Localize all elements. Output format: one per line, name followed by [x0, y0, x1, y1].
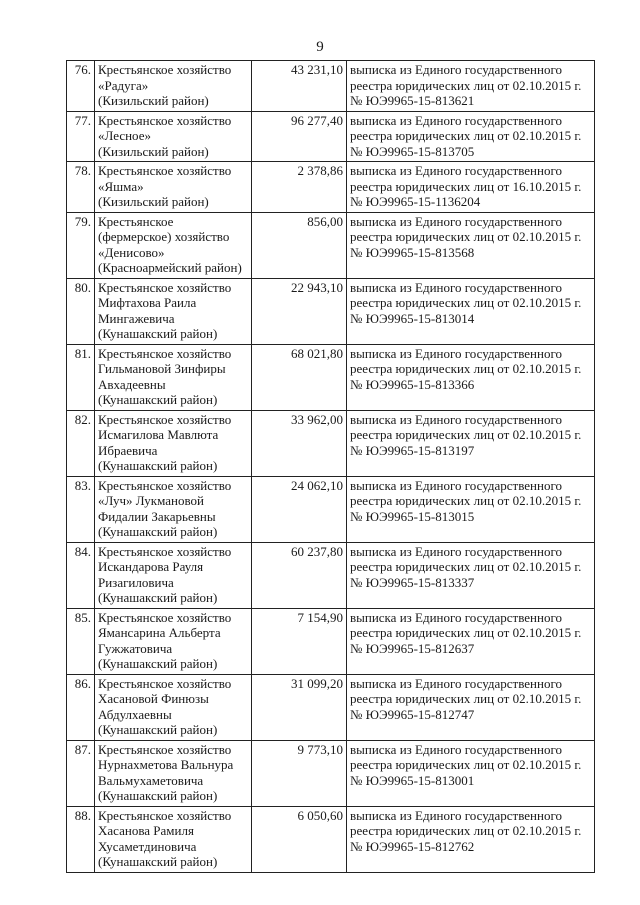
document-reference-cell [347, 674, 595, 740]
table-row [67, 111, 595, 162]
farm-name-line: Крестьянское хозяйство [98, 807, 232, 823]
farm-name-line: Крестьянское хозяйство [98, 163, 232, 178]
document-reference-cell [347, 476, 595, 542]
farm-name-line: Гильмановой Зинфиры [98, 361, 226, 376]
table-row [67, 344, 595, 410]
amount-cell: 43 231,10 [252, 61, 347, 112]
farm-name-line: Хусаметдиновича [98, 838, 197, 854]
document-reference-line: реестра юридических лиц от 02.10.2015 г. [350, 77, 582, 93]
amount-cell: 96 277,40 [252, 111, 347, 162]
document-reference-line: выписка из Единого государственного [350, 279, 562, 295]
registry-table-body [67, 61, 595, 873]
farm-name-cell [95, 344, 252, 410]
document-reference-line: выписка из Единого государственного [350, 741, 562, 757]
farm-name-line: Крестьянское хозяйство [98, 741, 232, 757]
farm-name-line: (фермерское) хозяйство [98, 229, 230, 244]
document-reference-line: выписка из Единого государственного [350, 112, 562, 128]
table-row [67, 740, 595, 806]
document-reference-cell [347, 740, 595, 806]
farm-name-line: Крестьянское хозяйство [98, 345, 232, 361]
document-reference-line: № ЮЭ9965-15-1136204 [350, 194, 481, 209]
document-reference-cell [347, 212, 595, 278]
farm-name-cell [95, 608, 252, 674]
farm-name-cell [95, 740, 252, 806]
farm-name-line: Вальмухаметовича [98, 772, 204, 788]
document-reference-line: выписка из Единого государственного [350, 675, 562, 691]
farm-name-line: Крестьянское [98, 213, 174, 229]
document-reference-line: реестра юридических лиц от 16.10.2015 г. [350, 178, 582, 194]
document-reference-line: № ЮЭ9965-15-813568 [350, 244, 475, 260]
farm-name-line: (Кунашакский район) [98, 722, 218, 737]
farm-name-line: (Кунашакский район) [98, 788, 218, 803]
farm-name-line: Крестьянское хозяйство [98, 279, 232, 295]
amount-cell: 24 062,10 [252, 476, 347, 542]
farm-name-line: Ибраевича [98, 442, 158, 458]
document-reference-cell [347, 344, 595, 410]
row-number: 86. [67, 674, 95, 740]
farm-name-line: Крестьянское хозяйство [98, 675, 232, 691]
farm-name-cell [95, 806, 252, 872]
farm-name-cell [95, 476, 252, 542]
document-reference-line: выписка из Единого государственного [350, 411, 562, 427]
farm-name-line: Нурнахметова Вальнура [98, 757, 234, 772]
farm-name-cell [95, 542, 252, 608]
farm-name-line: Крестьянское хозяйство [98, 62, 232, 77]
document-reference-line: реестра юридических лиц от 02.10.2015 г. [350, 361, 582, 376]
amount-cell: 6 050,60 [252, 806, 347, 872]
document-reference-line: реестра юридических лиц от 02.10.2015 г. [350, 229, 582, 244]
row-number: 81. [67, 344, 95, 410]
farm-name-cell [95, 162, 252, 213]
row-number: 83. [67, 476, 95, 542]
page-number: 9 [316, 39, 324, 55]
table-row [67, 410, 595, 476]
document-reference-line: реестра юридических лиц от 02.10.2015 г. [350, 427, 582, 442]
farm-name-line: Крестьянское хозяйство [98, 543, 232, 559]
document-reference-line: выписка из Единого государственного [350, 163, 562, 178]
farm-name-line: Авхадеевны [98, 376, 166, 392]
amount-cell: 2 378,86 [252, 162, 347, 213]
farm-name-line: (Кунашакский район) [98, 656, 218, 671]
farm-name-line: Хасанова Рамиля [98, 823, 194, 838]
document-reference-line: № ЮЭ9965-15-813621 [350, 93, 475, 108]
farm-name-line: (Кизильский район) [98, 194, 209, 209]
document-reference-line: реестра юридических лиц от 02.10.2015 г. [350, 128, 582, 143]
farm-name-line: (Кунашакский район) [98, 326, 218, 341]
farm-name-line: Крестьянское хозяйство [98, 609, 232, 625]
document-reference-line: реестра юридических лиц от 02.10.2015 г. [350, 823, 582, 838]
farm-name-line: (Кунашакский район) [98, 392, 218, 407]
document-reference-line: № ЮЭ9965-15-813014 [350, 310, 475, 326]
document-reference-line: № ЮЭ9965-15-813366 [350, 376, 475, 392]
row-number: 77. [67, 111, 95, 162]
farm-name-line: Ямансарина Альберта [98, 625, 221, 640]
farm-name-line: Крестьянское хозяйство [98, 477, 232, 493]
amount-cell: 9 773,10 [252, 740, 347, 806]
row-number: 79. [67, 212, 95, 278]
farm-name-line: Фидалии Закарьевны [98, 508, 216, 524]
amount-cell: 856,00 [252, 212, 347, 278]
amount-cell: 60 237,80 [252, 542, 347, 608]
table-row [67, 162, 595, 213]
row-number: 88. [67, 806, 95, 872]
document-reference-line: реестра юридических лиц от 02.10.2015 г. [350, 757, 582, 772]
farm-name-line: «Яшма» [98, 178, 144, 194]
registry-table [66, 60, 595, 873]
document-reference-line: выписка из Единого государственного [350, 807, 562, 823]
farm-name-cell [95, 674, 252, 740]
row-number: 80. [67, 278, 95, 344]
farm-name-line: Абдулхаевны [98, 706, 172, 722]
document-reference-line: № ЮЭ9965-15-812762 [350, 838, 475, 854]
document-reference-line: № ЮЭ9965-15-813001 [350, 772, 475, 788]
farm-name-cell [95, 111, 252, 162]
document-reference-line: реестра юридических лиц от 02.10.2015 г. [350, 295, 582, 310]
document-reference-cell [347, 410, 595, 476]
farm-name-line: Крестьянское хозяйство [98, 112, 232, 128]
document-reference-line: № ЮЭ9965-15-812747 [350, 706, 475, 722]
table-row [67, 476, 595, 542]
farm-name-line: Хасановой Финюзы [98, 691, 209, 706]
farm-name-line: «Радуга» [98, 77, 149, 93]
farm-name-cell [95, 410, 252, 476]
farm-name-line: Мингажевича [98, 310, 175, 326]
amount-cell: 22 943,10 [252, 278, 347, 344]
farm-name-line: «Лесное» [98, 128, 151, 143]
document-reference-line: выписка из Единого государственного [350, 213, 562, 229]
document-reference-line: № ЮЭ9965-15-812637 [350, 640, 475, 656]
document-reference-cell [347, 278, 595, 344]
document-reference-cell [347, 608, 595, 674]
table-row [67, 608, 595, 674]
document-reference-line: № ЮЭ9965-15-813337 [350, 574, 475, 590]
document-reference-cell [347, 542, 595, 608]
farm-name-line: (Кунашакский район) [98, 590, 218, 605]
farm-name-cell [95, 212, 252, 278]
farm-name-cell [95, 61, 252, 112]
document-reference-line: № ЮЭ9965-15-813015 [350, 508, 475, 524]
farm-name-line: Исмагилова Мавлюта [98, 427, 219, 442]
farm-name-line: Мифтахова Раила [98, 295, 197, 310]
farm-name-line: (Кизильский район) [98, 93, 209, 108]
farm-name-line: «Денисово» [98, 244, 165, 260]
document-reference-line: выписка из Единого государственного [350, 543, 562, 559]
table-row [67, 212, 595, 278]
document-reference-cell [347, 806, 595, 872]
table-row [67, 674, 595, 740]
document-reference-line: выписка из Единого государственного [350, 62, 562, 77]
farm-name-line: Гужжатовича [98, 640, 173, 656]
table-row [67, 61, 595, 112]
amount-cell: 31 099,20 [252, 674, 347, 740]
farm-name-line: (Кизильский район) [98, 143, 209, 159]
farm-name-line: (Кунашакский район) [98, 854, 218, 869]
farm-name-line: (Кунашакский район) [98, 524, 218, 539]
table-row [67, 278, 595, 344]
row-number: 82. [67, 410, 95, 476]
document-reference-cell [347, 61, 595, 112]
document-reference-line: реестра юридических лиц от 02.10.2015 г. [350, 625, 582, 640]
amount-cell: 7 154,90 [252, 608, 347, 674]
amount-cell: 68 021,80 [252, 344, 347, 410]
farm-name-line: (Красноармейский район) [98, 260, 242, 275]
farm-name-line: «Луч» Лукмановой [98, 493, 204, 508]
row-number: 87. [67, 740, 95, 806]
document-reference-cell [347, 162, 595, 213]
document-reference-line: реестра юридических лиц от 02.10.2015 г. [350, 559, 582, 574]
farm-name-line: Крестьянское хозяйство [98, 411, 232, 427]
farm-name-line: (Кунашакский район) [98, 458, 218, 473]
document-reference-line: № ЮЭ9965-15-813197 [350, 442, 475, 458]
table-row [67, 542, 595, 608]
farm-name-line: Ризагиловича [98, 574, 174, 590]
document-reference-line: реестра юридических лиц от 02.10.2015 г. [350, 493, 582, 508]
document-reference-line: № ЮЭ9965-15-813705 [350, 143, 475, 159]
document-reference-line: выписка из Единого государственного [350, 477, 562, 493]
table-row [67, 806, 595, 872]
document-reference-line: реестра юридических лиц от 02.10.2015 г. [350, 691, 582, 706]
amount-cell: 33 962,00 [252, 410, 347, 476]
farm-name-line: Искандарова Рауля [98, 559, 204, 574]
document-reference-line: выписка из Единого государственного [350, 609, 562, 625]
row-number: 78. [67, 162, 95, 213]
row-number: 76. [67, 61, 95, 112]
farm-name-cell [95, 278, 252, 344]
row-number: 84. [67, 542, 95, 608]
row-number: 85. [67, 608, 95, 674]
document-reference-cell [347, 111, 595, 162]
document-reference-line: выписка из Единого государственного [350, 345, 562, 361]
